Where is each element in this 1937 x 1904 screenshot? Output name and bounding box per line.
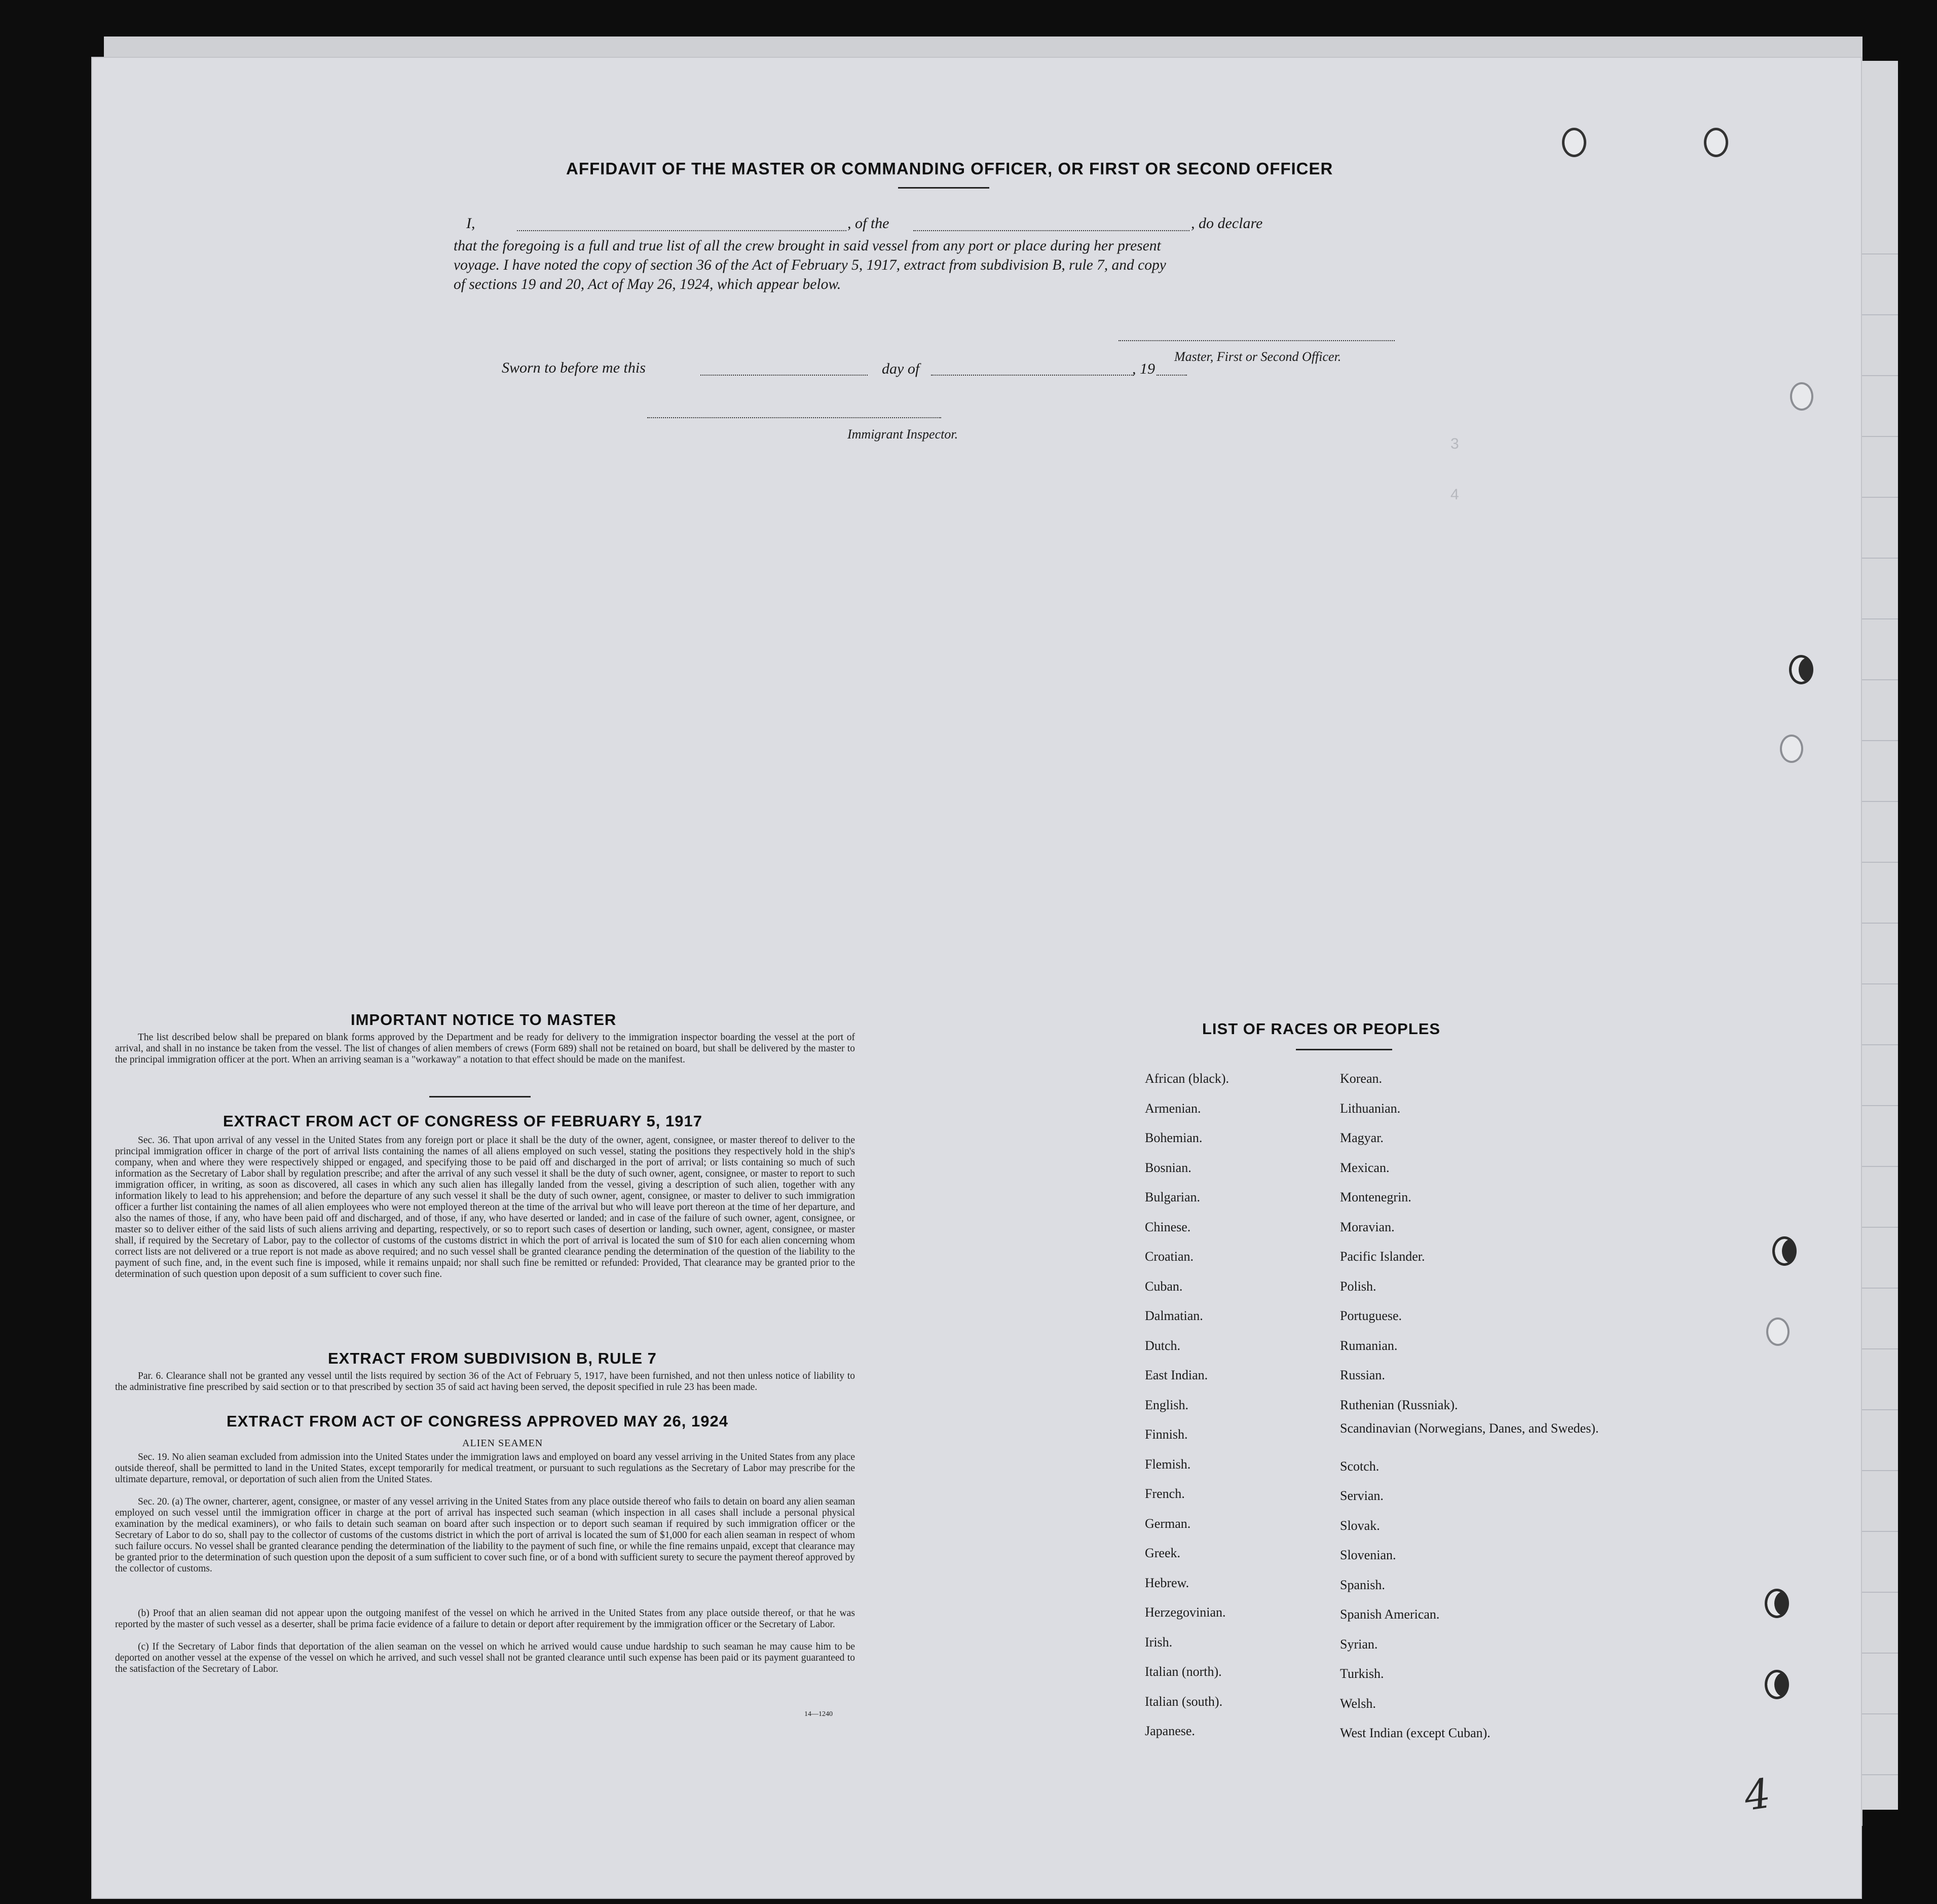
left-race-item: Japanese. <box>1145 1724 1195 1738</box>
sec20a-text: Sec. 20. (a) The owner, charterer, agent, consignee, or master of any vessel arriving in the United States from any place outside thereof who fails to detain on board any alien seaman employed on such vessel until the immigration officer in charge at the port of arrival has inspected such seaman (which inspection in all cases shall include a personal physical examination by the medical examiners), or who fails to detain such seaman on board after such inspection or to deport such seaman if required by such immigration officer or the Secretary of Labor to do so, shall pay to the collector of customs of the customs district in which the port of arrival is located the sum of $1,000 for each alien seaman in respect of whom such failure occurs. No vessel shall be granted clearance pending the determination of the liability to the payment of such fine, or while the fine remains unpaid, except that clearance may be granted prior to the determination of such question upon the deposit of a sum sufficient to cover such fine, or of a bond with sufficient surety to secure the payment thereof approved by the collector of customs. <box>115 1496 855 1574</box>
right-race-item: Polish. <box>1340 1278 1376 1294</box>
affidavit-title: AFFIDAVIT OF THE MASTER OR COMMANDING OFFICER, OR FIRST OR SECOND OFFICER <box>566 159 1333 178</box>
punch-hole-icon <box>1780 735 1803 763</box>
left-race-item: Hebrew. <box>1145 1575 1189 1590</box>
affidavit-body-line2: voyage. I have noted the copy of section 36 of the Act of February 5, 1917, extract from subdivision B, rule 7, and copy <box>454 257 1166 273</box>
right-race-item: Welsh. <box>1340 1696 1376 1711</box>
sec20c-text: (c) If the Secretary of Labor finds that deportation of the alien seaman on the vessel on which he arrived would cause undue hardship to such seaman he may cause him to be deported on another vessel at the expense of the vessel on which he arrived, and such vessel shall not be granted clearance until such expense has been paid or its payment guaranteed to the satisfaction of the Secretary of Labor. <box>115 1641 855 1674</box>
punch-hole-icon <box>1789 655 1813 684</box>
right-race-item: Spanish American. <box>1340 1607 1440 1622</box>
notice-text: The list described below shall be prepared on blank forms approved by the Department and be ready for delivery to the immigration inspector boarding the vessel at the port of arrival, and shall in no instance be taken from the vessel. The list of changes of alien members of crews (Form 689) shall not be retained on board, but shall be delivered by the master to the principal immigration officer at the port. When an arriving seaman is a "workaway" a notation to that effect should be made on the manifest. <box>115 1032 855 1065</box>
left-race-item: Bulgarian. <box>1145 1190 1201 1204</box>
day-of-label: day of <box>882 360 920 377</box>
extract-1917-title: EXTRACT FROM ACT OF CONGRESS OF FEBRUARY 5, 1917 <box>223 1112 702 1130</box>
extract-rule7-title: EXTRACT FROM SUBDIVISION B, RULE 7 <box>328 1349 657 1367</box>
right-race-item: Scandinavian (Norwegians, Danes, and Swedes). <box>1340 1421 1599 1436</box>
handwritten-page-mark: 4 <box>1741 1769 1774 1820</box>
right-race-item: Turkish. <box>1340 1666 1384 1681</box>
races-title: LIST OF RACES OR PEOPLES <box>1202 1020 1441 1038</box>
sec20b-text: (b) Proof that an alien seaman did not appear upon the outgoing manifest of the vessel on which he arrived in the United States from any place outside thereof, or that he was reported by the master of such vessel as a deserter, shall be prima facie evidence of a failure to detain or deport after requirement by the immigration officer or the Secretary of Labor. <box>115 1608 855 1630</box>
right-race-item: Ruthenian (Russniak). <box>1340 1397 1458 1412</box>
right-race-item: Scotch. <box>1340 1458 1380 1474</box>
right-race-item: Montenegrin. <box>1340 1190 1411 1204</box>
right-race-item: Russian. <box>1340 1368 1385 1382</box>
punch-hole-icon <box>1704 128 1728 157</box>
right-race-item: Pacific Islander. <box>1340 1249 1425 1264</box>
left-race-item: Bohemian. <box>1145 1130 1203 1145</box>
sworn-year-field[interactable] <box>1157 364 1187 376</box>
left-race-item: Italian (north). <box>1145 1664 1222 1679</box>
left-race-item: Greek. <box>1145 1546 1181 1560</box>
vessel-field[interactable] <box>913 219 1189 231</box>
left-race-item: East Indian. <box>1145 1368 1208 1382</box>
sworn-day-field[interactable] <box>700 364 868 376</box>
left-race-item: Irish. <box>1145 1634 1173 1650</box>
left-race-item: Italian (south). <box>1145 1694 1223 1709</box>
affidavit-i-label: I, <box>466 215 475 232</box>
extract-1924-title: EXTRACT FROM ACT OF CONGRESS APPROVED MAY 26, 1924 <box>227 1412 728 1430</box>
right-race-item: Slovak. <box>1340 1518 1380 1533</box>
signature-line[interactable] <box>1119 338 1395 341</box>
form-number: 14—1240 <box>804 1710 833 1718</box>
right-race-item: West Indian (except Cuban). <box>1340 1726 1491 1740</box>
affidavit-declare-label: , do declare <box>1191 215 1263 232</box>
punch-hole-icon <box>1766 1317 1790 1346</box>
left-race-item: Flemish. <box>1145 1456 1191 1472</box>
bleed-through-mark: 3 <box>1450 435 1459 452</box>
left-race-item: Herzegovinian. <box>1145 1605 1226 1620</box>
left-race-item: Finnish. <box>1145 1427 1188 1442</box>
races-left-column <box>1145 1064 1229 1746</box>
extract-rule7-text: Par. 6. Clearance shall not be granted any vessel until the lists required by section 36 of the Act of February 5, 1917, have been furnished, and not then unless notice of liability to the administrative fine prescribed by said section or to that prescribed by section 35 of said act having been served, the deposit specified in rule 23 has been made. <box>115 1371 855 1393</box>
inspector-label: Immigrant Inspector. <box>847 427 958 442</box>
left-race-item: Bosnian. <box>1145 1160 1191 1175</box>
section-divider <box>429 1096 531 1097</box>
right-race-item: Magyar. <box>1340 1130 1384 1145</box>
sworn-month-field[interactable] <box>931 364 1134 376</box>
affidavit-body-line1: that the foregoing is a full and true list of all the crew brought in said vessel from any port or place during her present <box>454 238 1161 254</box>
year-label: , 19 <box>1132 360 1155 377</box>
left-race-item: French. <box>1145 1486 1185 1501</box>
title-divider <box>898 187 989 189</box>
right-race-item: Syrian. <box>1340 1636 1378 1652</box>
sec19-text: Sec. 19. No alien seaman excluded from admission into the United States under the immigration laws and employed on board any vessel arriving in the United States from any place outside thereof, shall be permitted to land in the United States, except temporarily for medical treatment, or pursuant to such regulations as the Secretary of Labor may prescribe for the ultimate departure, removal, or deportation of such alien from the United States. <box>115 1452 855 1485</box>
alien-seamen-subtitle: ALIEN SEAMEN <box>462 1438 543 1449</box>
races-divider <box>1296 1049 1392 1050</box>
extract-1917-text: Sec. 36. That upon arrival of any vessel in the United States from any foreign port or place it shall be the duty of the owner, agent, consignee, or master thereof to deliver to the principal immigration officer in charge of the port of arrival lists containing the names of all aliens employed on such vessel, stating the positions they respectively hold in the ship's company, when and where they were respectively shipped or engaged, and specifying those to be paid off and discharged in the port of arrival; or lists containing so much of such information as the Secretary of Labor shall by regulation prescribe; and after the arrival of any such vessel it shall be the duty of such owner, agent, consignee, or master to report to such immigration officer, in writing, as soon as discovered, all cases in which any such alien has illegally landed from the vessel, giving a description of such alien, together with any information likely to lead to his apprehension; and before the departure of any such vessel it shall be the duty of such owner, agent, consignee, or master to deliver to such immigration officer a further list containing the names of all alien employees who were not employed thereon at the time of the arrival but who will leave port thereon at the time of her departure, and also the names of those, if any, who have been paid off and discharged, and of those, if any, who have deserted or landed; and in case of the failure of such owner, agent, consignee, or master so to deliver either of the said lists of such aliens arriving and departing, respectively, or so to report such cases of desertion or landing, such owner, agent, consignee, or master shall, if required by the Secretary of Labor, pay to the collector of customs of the customs district in which the port of arrival is located the sum of $10 for each alien concerning whom correct lists are not delivered or a true report is not made as above required; and no such vessel shall be granted clearance pending the determination of the question of the liability to the payment of such fine, and, in the event such fine is imposed, while it remains unpaid; nor shall such fine be remitted or refunded: Provided, That clearance may be granted prior to the determination of such question upon deposit of a sum sufficient to cover such fine. <box>115 1135 855 1279</box>
punch-hole-icon <box>1772 1236 1797 1266</box>
right-race-item: Spanish. <box>1340 1577 1385 1592</box>
bleed-through-mark: 4 <box>1450 486 1459 503</box>
signature-label: Master, First or Second Officer. <box>1174 349 1342 364</box>
left-race-item: English. <box>1145 1397 1188 1412</box>
left-race-item: Cuban. <box>1145 1278 1183 1294</box>
manifest-back-page <box>91 57 1862 1899</box>
left-race-item: Armenian. <box>1145 1101 1201 1116</box>
name-field[interactable] <box>517 219 846 231</box>
right-race-item: Servian. <box>1340 1488 1384 1503</box>
right-race-item: Rumanian. <box>1340 1338 1398 1353</box>
affidavit-body-line3: of sections 19 and 20, Act of May 26, 1924, which appear below. <box>454 276 841 292</box>
races-right-column <box>1340 1064 1598 1748</box>
left-race-item: African (black). <box>1145 1071 1230 1086</box>
affidavit-of-the-label: , of the <box>847 215 889 232</box>
inspector-signature-line[interactable] <box>647 415 941 418</box>
left-race-item: German. <box>1145 1516 1191 1531</box>
punch-hole-icon <box>1562 128 1586 157</box>
right-race-item: Mexican. <box>1340 1160 1390 1175</box>
punch-hole-icon <box>1765 1670 1789 1699</box>
right-race-item: Moravian. <box>1340 1219 1395 1234</box>
right-race-item: Korean. <box>1340 1071 1383 1086</box>
notice-title: IMPORTANT NOTICE TO MASTER <box>351 1011 617 1029</box>
left-race-item: Croatian. <box>1145 1249 1194 1264</box>
left-race-item: Dalmatian. <box>1145 1308 1203 1323</box>
right-race-item: Portuguese. <box>1340 1308 1402 1323</box>
left-race-item: Dutch. <box>1145 1338 1181 1353</box>
right-race-item: Lithuanian. <box>1340 1101 1401 1116</box>
left-race-item: Chinese. <box>1145 1219 1191 1234</box>
punch-hole-icon <box>1790 382 1813 411</box>
right-race-item: Slovenian. <box>1340 1548 1396 1562</box>
sworn-label: Sworn to before me this <box>502 359 646 376</box>
punch-hole-icon <box>1765 1589 1789 1618</box>
